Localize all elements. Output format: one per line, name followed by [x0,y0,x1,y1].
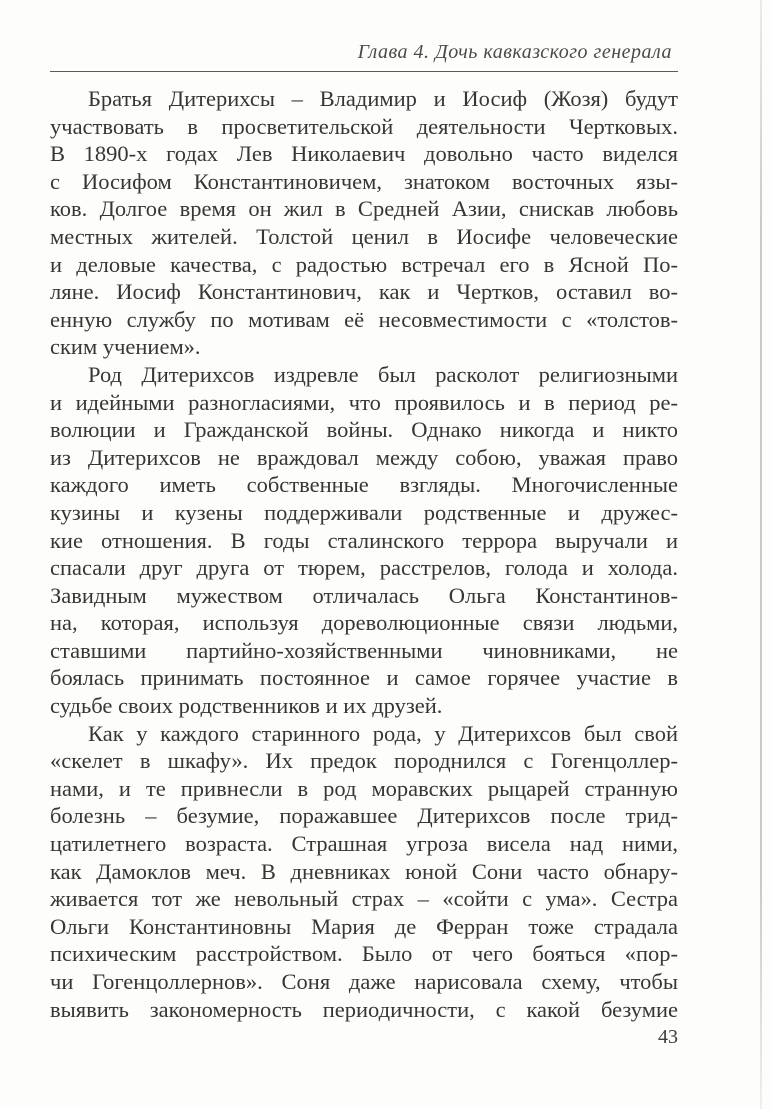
text-line: местных жителей. Толстой ценил в Иосифе человеческие [50,223,678,249]
text-line: живается тот же невольный страх – «сойти с ума». Сестра [50,886,678,912]
text-line: болезнь – безумие, поражавшее Дитерихсов после трид- [50,803,678,829]
paragraph [50,720,678,1024]
page-content [50,40,678,1023]
text-line: кузины и кузены поддерживали родственные и дружес- [50,499,678,525]
text-line: кие отношения. В годы сталинского террора выручали и [50,527,678,553]
page-number: 43 [658,1026,678,1048]
text-line: нами, и те привнесли в род моравских рыцарей странную [50,775,678,801]
text-line: Как у каждого старинного рода, у Дитерихсов был свой [88,720,678,746]
paragraph [50,85,678,361]
text-line: боялась принимать постоянное и самое горячее участие в [50,665,678,691]
text-line: психическим расстройством. Было от чего бояться «пор- [50,941,678,967]
scan-edge-artifact [760,0,762,1109]
text-line: чи Гогенцоллернов». Соня даже нарисовала схему, чтобы [50,969,678,994]
text-line: и деловые качества, с радостью встречал его в Ясной По- [50,251,678,277]
text-line: участвовать в просветительской деятельности Чертковых. [50,113,678,139]
text-line: судьбе своих родственников и их друзей. [50,693,443,719]
text-line: цатилетнего возраста. Страшная угроза висела над ними, [50,831,678,857]
text-line: спасали друг друга от тюрем, расстрелов, голода и холода. [50,555,678,581]
text-line: волюции и Гражданской войны. Однако никогда и никто [50,417,678,443]
text-line: из Дитерихсов не враждовал между собою, уважая право [50,444,678,470]
header-rule [50,71,678,72]
text-line: ков. Долгое время он жил в Средней Азии, снискав любовь [50,196,678,222]
text-line: выявить закономерность периодичности, с какой безумие [50,996,678,1022]
text-line: с Иосифом Константиновичем, знатоком восточных язы- [50,168,678,194]
text-line: как Дамоклов меч. В дневниках юной Сони часто обнару- [50,858,678,884]
text-line: Братья Дитерихсы – Владимир и Иосиф (Жозя) будут [88,86,678,111]
text-line: каждого иметь собственные взгляды. Многочисленные [50,472,678,498]
text-line: енную службу по мотивам её несовместимости с «толстов- [50,306,678,332]
text-line: «скелет в шкафу». Их предок породнился с Гогенцоллер- [50,748,678,774]
text-line: и идейными разногласиями, что проявилось и в период ре- [50,389,678,415]
text-line: на, которая, используя дореволюционные связи людьми, [50,610,678,636]
text-line: ставшими партийно-хозяйственными чиновниками, не [50,637,678,663]
text-line: ским учением». [50,334,201,360]
text-line: Ольги Константиновны Мария де Ферран тоже страдала [50,913,678,939]
running-header: Глава 4. Дочь кавказского генерала [357,41,672,63]
paragraph [50,361,678,720]
page-body [50,85,678,1023]
text-line: Род Дитерихсов издревле был расколот религиозными [88,361,678,387]
text-line: Завидным мужеством отличалась Ольга Константинов- [50,582,678,608]
text-line: ляне. Иосиф Константинович, как и Чертков, оставил во- [50,279,678,305]
text-line: В 1890-х годах Лев Николаевич довольно часто виделся [50,141,678,167]
